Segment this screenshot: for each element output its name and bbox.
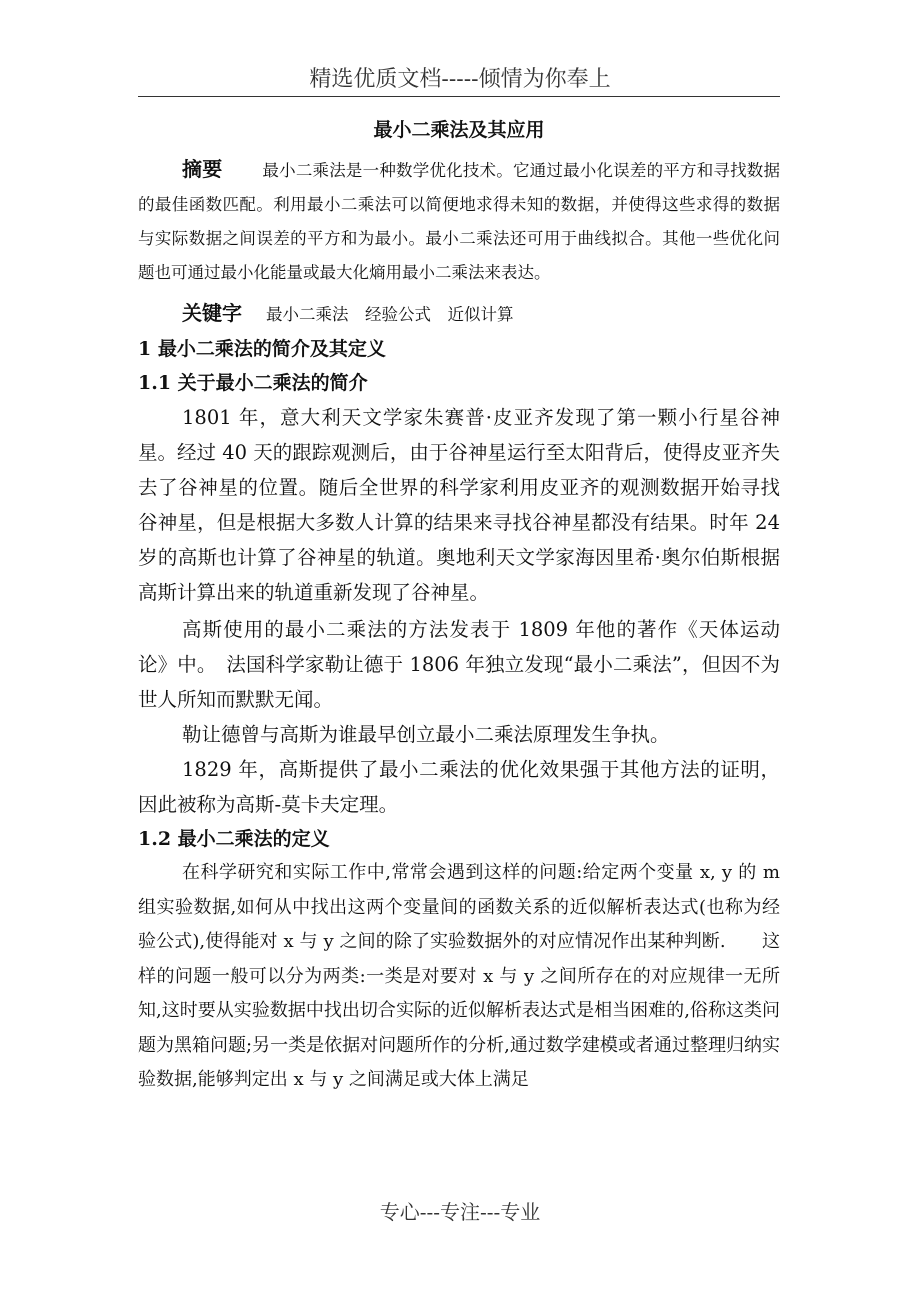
document-title: 最小二乘法及其应用 [373,119,545,141]
keywords-label: 关键字 [182,301,242,325]
section-1-1-paragraph-2: 高斯使用的最小二乘法的方法发表于 1809 年他的著作《天体运动论》中。 法国科学家勒让德于 1806 年独立发现“最小二乘法”，但因不为世人所知而默默无闻。 [138,618,780,711]
abstract-text: 最小二乘法是一种数学优化技术。它通过最小化误差的平方和寻找数据的最佳函数匹配。利用最小二乘法可以简便地求得未知的数据，并使得这些求得的数据与实际数据之间误差的平方和为最小。最小二乘法还可用于曲线拟合。其他一些优化问题也可通过最小化能量或最大化熵用最小二乘法来表达。 [138,161,780,282]
abstract-paragraph [138,152,780,290]
section-1-2-paragraph-1: 在科学研究和实际工作中,常常会遇到这样的问题:给定两个变量 x, y 的 m 组实验数据,如何从中找出这两个变量间的函数关系的近似解析表达式(也称为经验公式),使得能对 x 与 y 之间的除了实验数据外的对应情况作出某种判断. 这样的问题一般可以分为两类:一类是对要对 x 与 y 之间所存在的对应规律一无所知,这时要从实验数据中找出切合实际的近似解析表达式是相当困难的,俗称这类问题为黑箱问题;另一类是依据对问题所作的分析,通过数学建模或者通过整理归纳实验数据,能够判定出 x 与 y 之间满足或大体上满足 [138,862,780,1090]
abstract-label: 摘要 [182,157,223,181]
page-footer: 专心---专注---专业 [379,1200,541,1224]
section-1-1-heading: 1.1 关于最小二乘法的简介 [138,372,368,394]
section-1-2-heading: 1.2 最小二乘法的定义 [138,828,330,850]
keywords-text: 最小二乘法 经验公式 近似计算 [266,305,514,324]
section-1-1-paragraph-4: 1829 年，高斯提供了最小二乘法的优化效果强于其他方法的证明，因此被称为高斯-莫卡夫定理。 [138,758,780,816]
document-body [138,115,780,1098]
section-1-heading: 1 最小二乘法的简介及其定义 [138,338,386,360]
section-1-1-paragraph-3: 勒让德曾与高斯为谁最早创立最小二乘法原理发生争执。 [182,723,670,746]
header-divider [138,96,780,97]
section-1-1-paragraph-1: 1801 年，意大利天文学家朱赛普·皮亚齐发现了第一颗小行星谷神星。经过 40 天的跟踪观测后，由于谷神星运行至太阳背后，使得皮亚齐失去了谷神星的位置。随后全世界的科学家利用皮亚齐的观测数据开始寻找谷神星，但是根据大多数人计算的结果来寻找谷神星都没有结果。时年 24 岁的高斯也计算了谷神星的轨道。奥地利天文学家海因里希·奥尔伯斯根据高斯计算出来的轨道重新发现了谷神星。 [138,406,780,604]
keywords-paragraph [138,296,780,332]
page-header: 精选优质文档-----倾情为你奉上 [309,67,611,92]
